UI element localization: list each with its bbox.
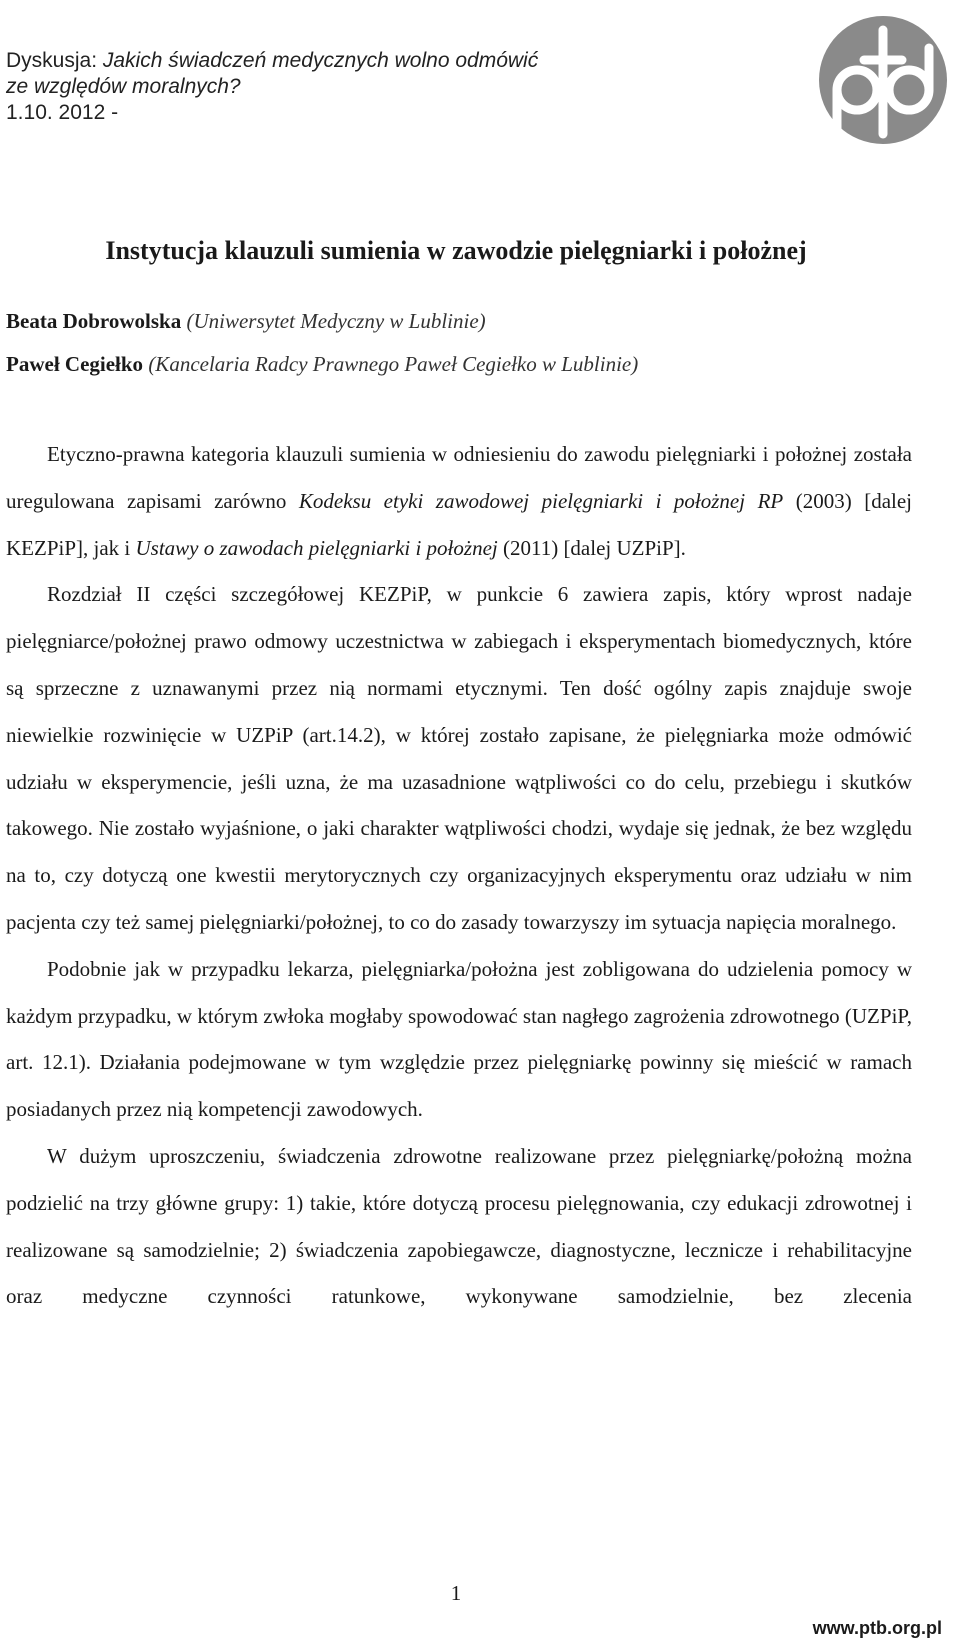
paragraph-text: (2003) [dalej KEZPiP], jak i (6, 488, 913, 560)
article-body (6, 431, 912, 1320)
paragraph-2: Rozdział II części szczegółowej KEZPiP, w punkcie 6 zawiera zapis, który wprost nadaje pielęgniarce/położnej prawo odmowy uczestnictwa w zabiegach i eksperymentach biomedycznych, które są sprzeczne z uznawanymi przez nią normami etycznymi. Ten dość ogólny zapis znajduje swoje niewielkie rozwinięcie w UZPiP (art.14.2), w której zostało zapisane, że pielęgniarka może odmówić udziału w eksperymencie, jeśli uzna, że ma uzasadnione wątpliwości co do celu, przebiegu i skutków takowego. Nie zostało wyjaśnione, o jaki charakter wątpliwości chodzi, wydaje się jednak, że bez względu na to, czy dotyczą one kwestii merytorycznych czy organizacyjnych eksperymentu oraz udziału w nim pacjenta czy też samej pielęgniarki/położnej, to co do zasady towarzyszy im sytuacja napięcia moralnego. (6, 582, 912, 934)
ptb-logo-icon (808, 8, 958, 148)
paragraph-1 (6, 431, 912, 571)
paragraph-3: Podobnie jak w przypadku lekarza, pielęgniarka/położna jest zobligowana do udzielenia pomocy w każdym przypadku, w którym zwłoka mogłaby spowodować stan nagłego zagrożenia zdrowotnego (UZPiP, art. 12.1). Działania podejmowane w tym względzie przez pielęgniarkę powinny się mieścić w ramach posiadanych przez nią kompetencji zawodowych. (6, 956, 912, 1122)
footer-url: www.ptb.org.pl (812, 1618, 942, 1638)
author-name: Beata Dobrowolska (6, 309, 182, 333)
author-1 (6, 308, 486, 334)
page-number: 1 (450, 1581, 462, 1605)
paragraph-text: Etyczno-prawna kategoria klauzuli sumienia w odniesieniu do zawodu pielęgniarki i położnej została uregulowana zapisami zarówno (6, 442, 912, 513)
header-line-1 (6, 48, 706, 74)
header-line-2: ze względów moralnych? (6, 75, 241, 98)
header-date: 1.10. 2012 - (6, 101, 119, 124)
author-2 (6, 351, 638, 377)
author-affiliation: (Kancelaria Radcy Prawnego Paweł Cegiełko w Lublinie) (148, 352, 639, 376)
author-name: Paweł Cegiełko (6, 352, 144, 376)
author-affiliation: (Uniwersytet Medyczny w Lublinie) (186, 309, 486, 333)
cited-title: Ustawy o zawodach pielęgniarki i położnej (135, 535, 498, 560)
paragraph-text: (2011) [dalej UZPiP]. (497, 535, 686, 560)
page-title: Instytucja klauzuli sumienia w zawodzie pielęgniarki i położnej (105, 236, 807, 265)
header-prefix: Dyskusja: (6, 49, 103, 72)
header-topic: Jakich świadczeń medycznych wolno odmówić (102, 49, 539, 72)
discussion-header (6, 48, 706, 126)
paragraph-4: W dużym uproszczeniu, świadczenia zdrowotne realizowane przez pielęgniarkę/położną można podzielić na trzy główne grupy: 1) takie, które dotyczą procesu pielęgnowania, czy edukacji zdrowotnej i realizowane są samodzielnie; 2) świadczenia zapobiegawcze, diagnostyczne, lecznicze i rehabilitacyjne oraz medyczne czynności ratunkowe, wykonywane samodzielnie, bez zlecenia (6, 1143, 912, 1309)
cited-title: Kodeksu etyki zawodowej pielęgniarki i położnej RP (298, 488, 784, 513)
